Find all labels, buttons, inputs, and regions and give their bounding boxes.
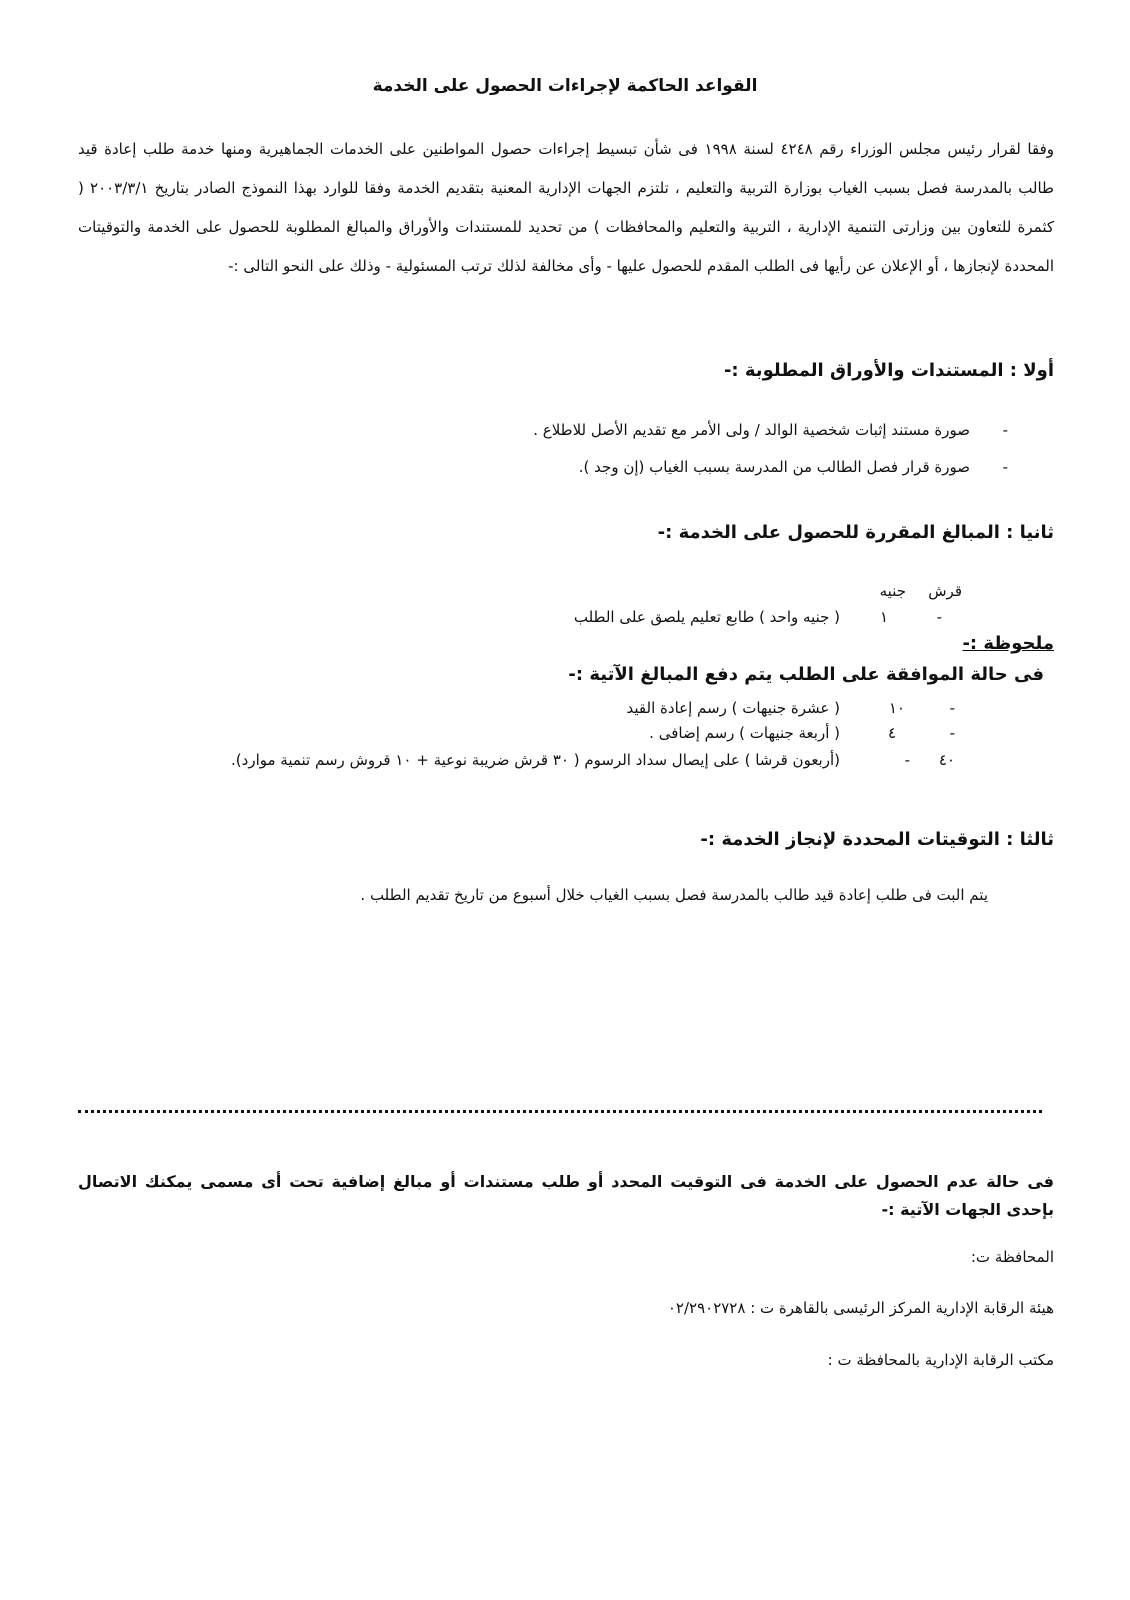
bullet-dash: - xyxy=(949,699,955,717)
dotted-divider xyxy=(78,1110,1042,1113)
contact-aca-headquarters: هيئة الرقابة الإدارية المركز الرئيسى بالقاهرة ت : ٠٢/٢٩٠٢٧٢٨ xyxy=(667,1299,1054,1317)
required-document-item: صورة قرار فصل الطالب من المدرسة بسبب الغياب (إن وجد ). xyxy=(578,458,970,476)
fee-description: (أربعون قرشا ) على إيصال سداد الرسوم ( ٣٠ قرش ضريبة نوعية + ١٠ قروش رسم تنمية موارد). xyxy=(231,751,840,769)
fee-description: ( أربعة جنيهات ) رسم إضافى . xyxy=(649,724,840,742)
fee-amount: ٤٠ xyxy=(938,751,955,769)
fee-amount: ١ xyxy=(879,608,888,626)
section1-heading: أولا : المستندات والأوراق المطلوبة :- xyxy=(723,360,1054,381)
fee-amount: ٤ xyxy=(887,724,896,742)
bullet-dash: - xyxy=(1002,421,1008,439)
bullet-dash: - xyxy=(904,751,910,769)
note-subheading: فى حالة الموافقة على الطلب يتم دفع المبالغ الآتية :- xyxy=(568,664,1044,685)
required-document-item: صورة مستند إثبات شخصية الوالد / ولى الأمر مع تقديم الأصل للاطلاع . xyxy=(533,421,970,439)
document-title: القواعد الحاكمة لإجراءات الحصول على الخدمة xyxy=(372,76,758,96)
fee-amount: ١٠ xyxy=(888,699,905,717)
intro-paragraph: وفقا لقرار رئيس مجلس الوزراء رقم ٤٢٤٨ لسنة ١٩٩٨ فى شأن تبسيط إجراءات حصول المواطنين على الخدمات الجماهيرية ومنها خدمة طلب إعادة قيد طالب بالمدرسة فصل بسبب الغياب بوزارة التربية والتعليم ، تلتزم الجهات الإدارية المعنية بتقديم الخدمة وفقا للوارد بهذا النموذج الصادر بتاريخ ٢٠٠٣/٣/١ ( كثمرة للتعاون بين وزارتى التنمية الإدارية ، التربية والتعليم والمحافظات ) من تحديد للمستندات والأوراق والمبالغ المطلوبة للحصول على الخدمة والتوقيتات المحددة لإنجازها ، أو الإعلان عن رأيها فى الطلب المقدم للحصول عليها - وأى مخالفة لذلك ترتب المسئولية - وذلك على النحو التالى :- xyxy=(78,140,1055,275)
bullet-dash: - xyxy=(936,608,942,626)
note-heading: ملحوظة :- xyxy=(962,633,1054,654)
fee-description: ( جنيه واحد ) طابع تعليم يلصق على الطلب xyxy=(573,608,840,626)
fee-description: ( عشرة جنيهات ) رسم إعادة القيد xyxy=(626,699,840,717)
section3-heading: ثالثا : التوقيتات المحددة لإنجاز الخدمة :- xyxy=(700,829,1054,850)
processing-time-text: يتم البت فى طلب إعادة قيد طالب بالمدرسة فصل بسبب الغياب خلال أسبوع من تاريخ تقديم الطلب . xyxy=(360,886,988,904)
column-header-pound: جنيه xyxy=(879,582,906,600)
bullet-dash: - xyxy=(1002,458,1008,476)
contact-aca-governorate-office: مكتب الرقابة الإدارية بالمحافظة ت : xyxy=(827,1351,1054,1369)
bullet-dash: - xyxy=(949,724,955,742)
column-header-piaster: قرش xyxy=(928,582,962,600)
section2-heading: ثانيا : المبالغ المقررة للحصول على الخدمة :- xyxy=(657,522,1054,543)
contact-governorate: المحافظة ت: xyxy=(970,1248,1054,1266)
contact-heading: فى حالة عدم الحصول على الخدمة فى التوقيت المحدد أو طلب مستندات أو مبالغ إضافية تحت أى مسمى يمكنك الاتصال بإحدى الجهات الآتية :- xyxy=(78,1172,1054,1219)
